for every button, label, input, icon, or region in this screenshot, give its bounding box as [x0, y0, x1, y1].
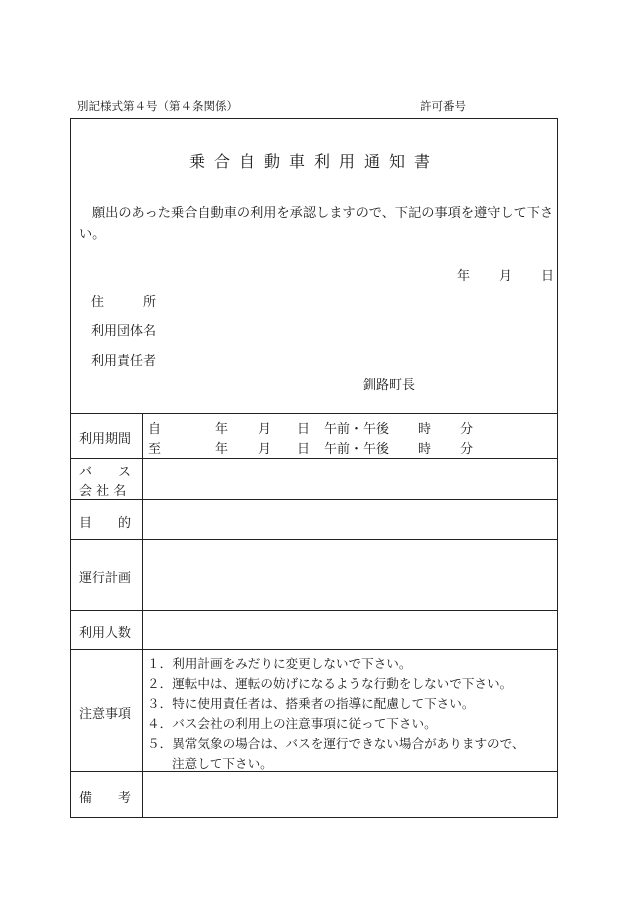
period-label: 利用期間 — [79, 432, 132, 447]
plan-label: 運行計画 — [79, 571, 132, 586]
people-row — [70, 610, 558, 649]
period-from-month: 月 — [258, 422, 272, 437]
notes-content — [142, 650, 558, 771]
period-from-day: 日 — [297, 422, 311, 437]
bus-company-row — [70, 458, 558, 499]
bus-company-label-cell — [70, 459, 143, 499]
period-to-year: 年 — [215, 442, 229, 457]
period-to-minute: 分 — [460, 442, 474, 457]
purpose-field[interactable] — [142, 500, 558, 539]
remarks-label: 備 考 — [79, 791, 132, 806]
period-to-month: 月 — [258, 442, 272, 457]
org-name-label: 利用団体名 — [91, 324, 157, 339]
plan-row — [70, 539, 558, 610]
people-label: 利用人数 — [79, 626, 132, 641]
bus-company-label-line2: 会 社 名 — [79, 484, 127, 499]
remarks-field[interactable] — [142, 772, 558, 818]
remarks-label-cell — [70, 772, 143, 818]
period-row — [70, 413, 558, 458]
period-content — [142, 414, 558, 458]
issuer-name: 釧路町長 — [363, 378, 416, 393]
form-title: 乗合自動車利用通知書 — [188, 152, 439, 171]
period-to-day: 日 — [297, 442, 311, 457]
bus-company-field[interactable] — [142, 459, 558, 499]
notice-item: ３．特に使用責任者は、搭乗者の指導に配慮して下さい。 — [147, 696, 475, 711]
people-field[interactable] — [142, 611, 558, 649]
notice-form — [70, 118, 558, 818]
period-from-ampm: 午前・午後 — [324, 422, 390, 437]
period-from-minute: 分 — [460, 422, 474, 437]
plan-label-cell — [70, 540, 143, 610]
period-to-hour: 時 — [418, 442, 432, 457]
period-from-year: 年 — [215, 422, 229, 437]
period-from-hour: 時 — [418, 422, 432, 437]
people-label-cell — [70, 611, 143, 649]
purpose-row — [70, 499, 558, 539]
purpose-label: 目 的 — [79, 516, 132, 531]
bus-company-label-line1: バ ス — [79, 465, 132, 480]
date-day-label: 日 — [541, 269, 555, 284]
permit-number-label: 許可番号 — [420, 99, 466, 113]
purpose-label-cell — [70, 500, 143, 539]
address-label: 住 所 — [91, 295, 157, 310]
plan-field[interactable] — [142, 540, 558, 610]
approval-text: 願出のあった乗合自動車の利用を承認しますので、下記の事項を遵守して下さい。 — [79, 206, 554, 242]
remarks-row — [70, 771, 558, 818]
notes-row — [70, 649, 558, 771]
date-year-label: 年 — [457, 269, 471, 284]
date-month-label: 月 — [499, 269, 513, 284]
period-label-cell — [70, 414, 143, 458]
responsible-person-label: 利用責任者 — [91, 354, 157, 369]
form-reference: 別記様式第４号（第４条関係） — [77, 99, 238, 113]
notice-item: ２．運転中は、運転の妨げになるような行動をしないで下さい。 — [147, 676, 513, 691]
notice-item: １．利用計画をみだりに変更しないで下さい。 — [147, 656, 412, 671]
notes-label: 注意事項 — [79, 707, 132, 722]
notice-item: ５．異常気象の場合は、バスを運行できない場合がありますので、 — [147, 736, 525, 751]
period-to: 至 — [148, 442, 162, 457]
period-from: 自 — [148, 422, 162, 437]
period-to-ampm: 午前・午後 — [324, 442, 390, 457]
notice-item-continuation: 注意して下さい。 — [172, 756, 273, 771]
details-table — [70, 413, 558, 818]
notes-label-cell — [70, 650, 143, 771]
notice-item: ４．バス会社の利用上の注意事項に従って下さい。 — [147, 716, 437, 731]
